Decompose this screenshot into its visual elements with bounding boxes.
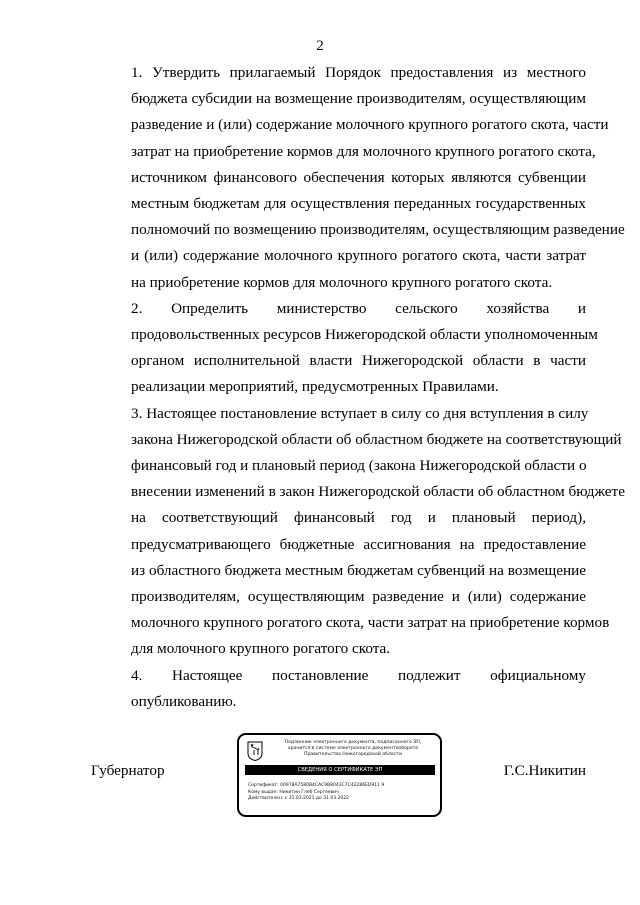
- text-line: органом исполнительной власти Нижегородской области в части: [131, 352, 586, 370]
- certificate-validity: Действителен: с 31.03.2021 до 31.03.2022: [248, 796, 349, 802]
- paragraph-1: [91, 60, 625, 296]
- paragraph-3: [91, 401, 625, 663]
- page-number: 2: [316, 38, 324, 54]
- document-body: [91, 60, 625, 715]
- text-line: производителям, осуществляющим разведение и (или) содержание: [131, 588, 586, 606]
- text-line: из областного бюджета местным бюджетам субвенций на возмещение: [131, 561, 586, 579]
- text-line: 4. Настоящее постановление подлежит официальному: [131, 666, 586, 684]
- deer-emblem-icon: [247, 741, 263, 761]
- stamp-header-line: хранится в системе электронного документооборота: [287, 746, 419, 751]
- text-line: бюджета субсидии на возмещение производителям, осуществляющим: [131, 90, 586, 108]
- text-line: внесении изменений в закон Нижегородской области об областном бюджете: [131, 483, 625, 501]
- stamp-header-line: Подлинник электронного документа, подписанного ЭП,: [284, 740, 422, 745]
- certificate-info-bar: СВЕДЕНИЯ О СЕРТИФИКАТЕ ЭП: [245, 765, 435, 775]
- paragraph-4: [91, 663, 586, 715]
- certificate-serial: Сертификат: 00978A7580B4CAC9B8043C7C42286ED911 9: [248, 783, 385, 788]
- certificate-owner: Кому выдан: Никитин Глеб Сергеевич: [248, 789, 339, 795]
- text-line: на приобретение кормов для молочного крупного рогатого скота.: [131, 273, 553, 291]
- text-line: источником финансового обеспечения которых являются субвенции: [131, 168, 586, 186]
- signatory-title: Губернатор: [91, 762, 165, 779]
- text-line: полномочий по возмещению производителям, осуществляющим разведение: [131, 221, 625, 239]
- text-line: финансовый год и плановый период (закона Нижегородской области о: [131, 457, 587, 475]
- electronic-signature-stamp: [237, 733, 442, 817]
- text-line: молочного крупного рогатого скота, части затрат на приобретение кормов: [131, 614, 610, 632]
- text-line: закона Нижегородской области об областном бюджете на соответствующий: [131, 430, 622, 448]
- text-line: и (или) содержание молочного крупного рогатого скота, части затрат: [131, 247, 586, 265]
- stamp-header-line: Правительства Нижегородской области: [304, 752, 402, 757]
- certificate-details: [248, 783, 438, 803]
- text-line: реализации мероприятий, предусмотренных Правилами.: [131, 378, 499, 396]
- text-line: для молочного крупного рогатого скота.: [131, 640, 391, 658]
- text-line: предусматривающего бюджетные ассигнования на предоставление: [131, 535, 586, 553]
- signatory-name: Г.С.Никитин: [503, 762, 586, 779]
- text-line: продовольственных ресурсов Нижегородской области уполномоченным: [131, 326, 598, 344]
- paragraph-2: [91, 296, 598, 401]
- text-line: 2. Определить министерство сельского хозяйства и: [131, 299, 586, 317]
- text-line: 1. Утвердить прилагаемый Порядок предоставления из местного: [131, 64, 586, 81]
- text-line: разведение и (или) содержание молочного крупного рогатого скота, части: [131, 116, 609, 134]
- text-line: местным бюджетам для осуществления переданных государственных: [131, 195, 586, 213]
- text-line: 3. Настоящее постановление вступает в силу со дня вступления в силу: [131, 404, 589, 422]
- text-line: затрат на приобретение кормов для молочного крупного рогатого скота,: [131, 142, 596, 160]
- text-line: опубликованию.: [131, 692, 237, 710]
- stamp-header: [269, 740, 437, 758]
- text-line: на соответствующий финансовый год и плановый период),: [131, 509, 586, 527]
